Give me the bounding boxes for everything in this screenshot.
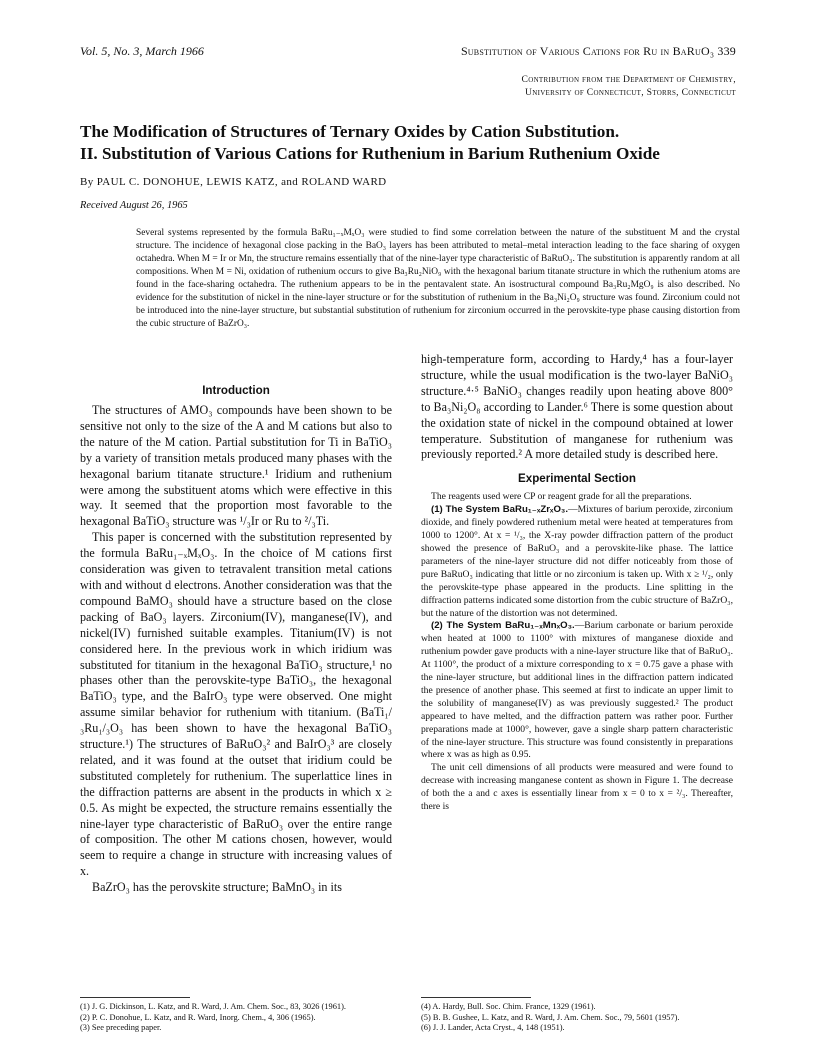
introduction-paragraph-3: BaZrO₃ has the perovskite structure; BaMnO₃ in its (92, 880, 342, 895)
footnote-rule (421, 997, 531, 998)
received-date: Received August 26, 1965 (80, 200, 188, 211)
right-column (421, 352, 733, 814)
system-2-body: —Barium carbonate or barium peroxide when heated at 1000 to 1100° with mixtures of manganese dioxide and ruthenium powder gave products with a nine-layer structure like that of BaRuO₃. At 1100°, the product of a mixture corresponding to x = 0.75 gave a phase with the nine-layer structure, but additional lines in the diffraction pattern indicated the presence of another phase. This seemed at first to indicate an upper limit to the solubility of manganese(IV) as was previously suggested.² The product appeared to have melted, and the diffraction pattern was rather poor. Further preparations made at 1000°, however, gave a single sharp pattern characteristic of the nine-layer structure. This structure was found consistently in preparations where x was as high as 0.95. (421, 620, 733, 761)
introduction-heading: Introduction (202, 384, 270, 397)
running-header-title-page: Substitution of Various Cations for Ru in BaRuO₃ 339 (460, 44, 736, 58)
contribution-affiliation (522, 73, 736, 99)
footnote-3: (3) See preceding paper. (80, 1023, 162, 1033)
paper-title (80, 121, 740, 165)
footnote-6: (6) J. J. Lander, Acta Cryst., 4, 148 (1951). (421, 1023, 565, 1033)
system-2-heading: (2) The System BaRu₁₋ₓMnₓO₃. (431, 620, 575, 632)
system-1-paragraph (421, 504, 733, 620)
experimental-heading: Experimental Section (518, 472, 636, 486)
footnotes-left (80, 991, 392, 1034)
continued-paragraph: high-temperature form, according to Hardy,⁴ has a four-layer structure, while the usual modification is the two-layer BaNiO₃ structure.⁴·⁵ BaNiO₃ changes readily upon heating above 800° to Ba₃Ni₂O₈ according to Lander.⁶ There is some question about the oxidation state of nickel in the compound obtained at lower temperature. Substitution of manganese for ruthenium was previously reported.² A more detailed study is described here. (421, 352, 733, 462)
abstract: Several systems represented by the formula BaRu₁₋ₓMₓO₃ were studied to find some correlation between the nature of the substituent M and the crystal structure. The incidence of hexagonal close packing in the BaO₃ layers has been attributed to metal–metal interaction leading to the face sharing of oxygen octahedra. When M = Ir or Mn, the structure remains essentially that of the nine-layer type characteristic of BaRuO₃. The substitution is apparently random at all compositions. When M = Ni, oxidation of ruthenium occurs to give Ba₃Ru₂NiO₉ with the hexagonal barium titanate structure in which the ruthenium atoms are found in the face-sharing octahedra. The ruthenium appears to be in the pentavalent state. An isostructural compound Ba₃Ru₂MgO₉ is also described. No evidence for the substitution of nickel in the nine-layer structure or for the substitution of ruthenium in the Ba₃Ni₂O₉ structure was found. Zirconium could not be introduced into the nine-layer structure, but substantial substitution of ruthenium for zirconium occurred in the perovskite-type phase causing distortion from the cubic structure of BaZrO₃. (136, 228, 740, 330)
footnote-rule (80, 997, 190, 998)
footnote-4: (4) A. Hardy, Bull. Soc. Chim. France, 1329 (1961). (421, 1002, 596, 1011)
introduction-paragraph-1: The structures of AMO₃ compounds have been shown to be sensitive not only to the size of the A and M cations but also to the nature of the M cation. Partial substitution for Ti in BaTiO₃ by a variety of transition metals produced many phases with the hexagonal barium titanate structure.¹ Iridium and ruthenium were among the substituent atoms which were effective in this way. It seemed that the proportion most favorable to the hexagonal BaTiO₃ structure was ¹/₃Ir or Ru to ²/₃Ti. (80, 403, 392, 529)
system-2-paragraph (421, 620, 733, 762)
introduction-paragraph-2: This paper is concerned with the substitution represented by the formula BaRu₁₋ₓMₓO₃. In the choice of M cations first consideration was given to tetravalent transition metal cations with and without d electrons. Another consideration was that the compound BaMO₃ should have a structure based on the close packing of BaO₃ layers. Zirconium(IV), manganese(IV), and nickel(IV) furnished suitable examples. Titanium(IV) is not considered here. In the previous work in which iridium was substituted for titanium in the hexagonal BaTiO₃ structure,¹ no phases other than the perovskite-type BaTiO₃, the hexagonal BaTiO₃ type, and the BaIrO₃ type were observed. One might assume similar behavior for ruthenium with titanium. (BaTi₁/₃Ru₁/₃O₃ has been shown to have the hexagonal BaTiO₃ structure.¹) The structures of BaRuO₃² and BaIrO₃³ are closely related, and it was found at the outset that iridium could be substituted completely for ruthenium. The superlattice lines in the diffraction patterns are absent in the products in which x ≥ 0.5. As might be expected, the structure remains essentially the nine-layer type characteristic of BaRuO₃ over the entire range of composition. The other M cations chosen, however, would seem to require a change in structure with increasing values of x. (80, 530, 392, 879)
left-column (80, 384, 392, 896)
system-1-body: —Mixtures of barium peroxide, zirconium dioxide, and finely powdered ruthenium metal were heated at temperatures from 1000 to 1200°. At x = ¹/₃, the X-ray powder diffraction pattern of the product showed the presence of BaRuO₃ and a perovskite-like phase. The lattice parameters of the nine-layer structure did not differ noticeably from those of pure BaRuO₃ indicating that little or no zirconium is taken up. With x ≥ ¹/₂, only the perovskite-type phase appeared in the products. Line splitting in the diffraction patterns indicated some distortion from the cubic structure of BaZrO₃, but the nature of the distortion was not determined. (421, 504, 733, 619)
footnote-1: (1) J. G. Dickinson, L. Katz, and R. Ward, J. Am. Chem. Soc., 83, 3026 (1961). (80, 1002, 346, 1011)
unit-cell-paragraph: The unit cell dimensions of all products were measured and were found to decrease with increasing manganese content as shown in Figure 1. The decrease of both the a and c axes is essentially linear from x = 0 to x = ²/₃. Thereafter, there is (421, 762, 733, 813)
experimental-intro: The reagents used were CP or reagent grade for all the preparations. (431, 491, 692, 503)
footnote-5: (5) B. B. Gushee, L. Katz, and R. Ward, J. Am. Chem. Soc., 79, 5601 (1957). (421, 1012, 680, 1022)
contribution-line-1: Contribution from the Department of Chemistry, (521, 74, 736, 85)
title-line-1: The Modification of Structures of Ternary Oxides by Cation Substitution. (80, 122, 620, 141)
contribution-line-2: University of Connecticut, Storrs, Connecticut (524, 87, 736, 98)
system-1-heading: (1) The System BaRu₁₋ₓZrₓO₃. (431, 504, 569, 516)
footnote-2: (2) P. C. Donohue, L. Katz, and R. Ward, Inorg. Chem., 4, 306 (1965). (80, 1012, 316, 1022)
author-list: By PAUL C. DONOHUE, LEWIS KATZ, and ROLAND WARD (80, 176, 387, 188)
title-line-2: II. Substitution of Various Cations for Ruthenium in Barium Ruthenium Oxide (80, 144, 660, 163)
footnotes-right (421, 991, 741, 1034)
running-header-volume: Vol. 5, No. 3, March 1966 (80, 44, 204, 58)
